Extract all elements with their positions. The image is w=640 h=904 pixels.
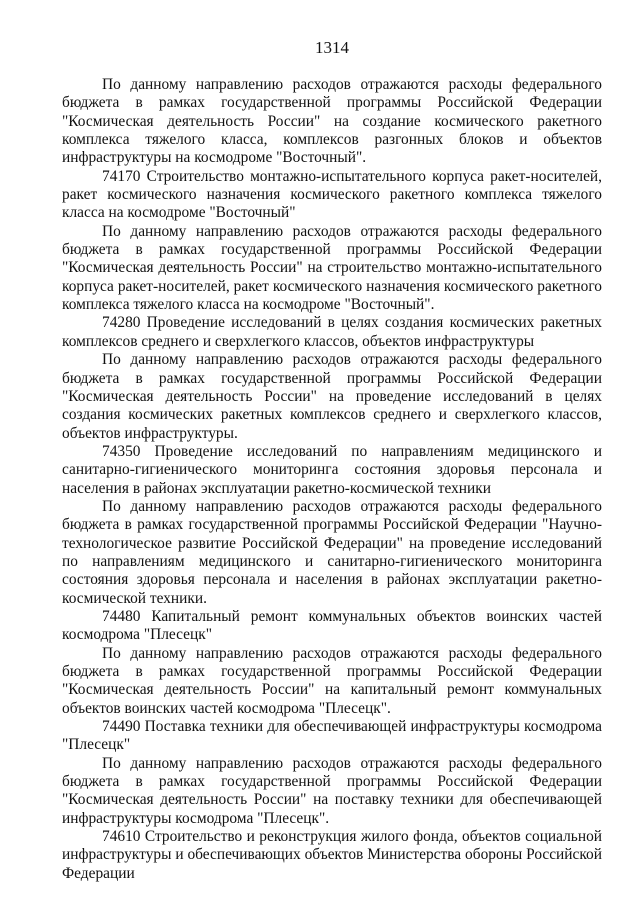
paragraph-description: По данному направлению расходов отражаются расходы федерального бюджета в рамках государственной программы Российской Федерации "Научно-технологическое развитие Российской Федерации" на проведение исследований по направлениям медицинского и санитарно-гигиенического мониторинга состояния здоровья персонала и населения в районах эксплуатации ракетно-космической техники. [62,497,602,607]
paragraph-code-heading: 74170 Строительство монтажно-испытательного корпуса ракет-носителей, ракет космического назначения космического ракетного комплекса тяжелого класса на космодроме "Восточный" [62,167,602,222]
paragraph-description: По данному направлению расходов отражаются расходы федерального бюджета в рамках государственной программы Российской Федерации "Космическая деятельность России" на создание космического ракетного комплекса тяжелого класса, комплексов разгонных блоков и объектов инфраструктуры на космодроме "Восточный". [62,76,602,167]
paragraph-description: По данному направлению расходов отражаются расходы федерального бюджета в рамках государственной программы Российской Федерации "Космическая деятельность России" на строительство монтажно-испытательного корпуса ракет-носителей, ракет космического назначения космического ракетного комплекса тяжелого класса на космодроме "Восточный". [62,222,602,314]
paragraph-description: По данному направлению расходов отражаются расходы федерального бюджета в рамках государственной программы Российской Федерации "Космическая деятельность России" на проведение исследований в целях создания космических ракетных комплексов среднего и сверхлегкого классов, объектов инфраструктуры. [62,351,602,442]
paragraph-code-heading: 74490 Поставка техники для обеспечивающей инфраструктуры космодрома "Плесецк" [62,718,602,754]
paragraph-description: По данному направлению расходов отражаются расходы федерального бюджета в рамках государственной программы Российской Федерации "Космическая деятельность России" на капитальный ремонт коммунальных объектов воинских частей космодрома "Плесецк". [62,644,602,717]
document-page [62,38,602,883]
paragraph-code-heading: 74480 Капитальный ремонт коммунальных объектов воинских частей космодрома "Плесецк" [62,607,602,644]
paragraph-description: По данному направлению расходов отражаются расходы федерального бюджета в рамках государственной программы Российской Федерации "Космическая деятельность России" на поставку техники для обеспечивающей инфраструктуры космодрома "Плесецк". [62,754,602,827]
paragraph-code-heading: 74280 Проведение исследований в целях создания космических ракетных комплексов среднего и сверхлегкого классов, объектов инфраструктуры [62,314,602,350]
page-number: 1314 [315,38,349,57]
paragraph-code-heading: 74610 Строительство и реконструкция жилого фонда, объектов социальной инфраструктуры и обеспечивающих объектов Министерства обороны Российской Федерации [62,828,602,882]
paragraph-code-heading: 74350 Проведение исследований по направлениям медицинского и санитарно-гигиенического мониторинга состояния здоровья персонала и населения в районах эксплуатации ракетно-космической техники [62,442,602,497]
